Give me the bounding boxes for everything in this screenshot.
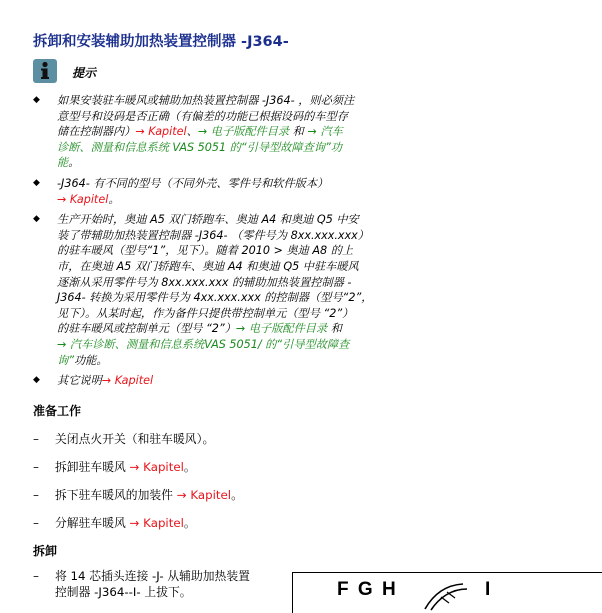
vas5051-link[interactable]: → 汽车 诊断、测量和信息系统 VAS 5051 的“引导型故障查询”功 能 <box>57 125 343 170</box>
note-bullet-list <box>33 93 413 394</box>
step-text: 关闭点火开关（和驻车暖风）。 <box>55 432 215 446</box>
bullet-text: 其它说明 <box>57 374 102 388</box>
kapitel-link[interactable]: → Kapitel <box>135 125 187 139</box>
bullet-icon: ◆ <box>33 214 40 225</box>
list-item <box>33 93 413 171</box>
prep-step <box>33 458 196 475</box>
bullet-text: 功能。 <box>73 353 108 367</box>
bullet-text: 、 <box>186 125 198 139</box>
prep-step <box>33 430 214 447</box>
bullet-text: 和 <box>289 125 308 139</box>
bullet-text: -J364- 有不同的型号（不同外壳、零件号和软件版本） <box>57 176 329 190</box>
prep-heading: 准备工作 <box>33 404 82 418</box>
kapitel-link[interactable]: → Kapitel <box>57 192 109 206</box>
list-item <box>33 176 413 207</box>
step-dash: – <box>33 460 39 474</box>
page-title: 拆卸和安装辅助加热装置控制器 -J364- <box>33 34 289 50</box>
bullet-icon: ◆ <box>33 375 40 386</box>
bullet-icon: ◆ <box>33 95 40 105</box>
step-text: 。 <box>231 488 243 502</box>
note-label: 提示 <box>72 66 97 80</box>
step-text: 拆下驻车暖风的加装件 <box>55 488 177 502</box>
step-text: 拆卸驻车暖风 <box>55 460 130 474</box>
figure-label-i: I <box>485 579 491 600</box>
bullet-text: 。 <box>108 192 120 206</box>
prep-step <box>33 514 196 531</box>
parts-catalog-link[interactable]: → 电子版配件目录 <box>235 322 328 336</box>
bullet-text: 和 <box>330 322 342 336</box>
info-icon <box>33 59 57 83</box>
step-dash: – <box>33 516 39 530</box>
list-item <box>33 212 413 368</box>
step-text: 分解驻车暖风 <box>55 516 130 530</box>
bullet-text: 生产开始时，奥迪 A5 双门轿跑车、奥迪 A4 和奥迪 Q5 中安 装了带辅助加热装置控制器 -J364- （零件号为 8xx.xxx.xxx） 的驻车暖风（型号“1”，见下）。随着 2010 > 奥迪 A8 的上 市，在奥迪 A5 双门轿跑车、奥迪 A4 和奥迪 Q5 中驻车暖风 逐渐从采用零件号为 8xx.xxx.xxx 的辅助加热装置控制器 - J364- 转换为采用零件号为 4xx.xxx.xxx 的控制器（型号“2”， 见下）。从某时起，作为备件只提供带控制单元（型号 “2”） 的驻车暖风或控制单元（型号 “2”） <box>57 213 373 336</box>
bullet-text: 。 <box>68 156 80 170</box>
bullet-text: 如果安装驻车暖风或辅助加热装置控制器 -J364- ，则必须注 意型号和设码是否正确（有偏差的功能已根据设码的车型存 储在控制器内） <box>57 94 355 139</box>
kapitel-link[interactable]: → Kapitel <box>129 460 184 474</box>
connector-figure <box>292 572 602 613</box>
bullet-icon: ◆ <box>33 177 40 188</box>
removal-heading: 拆卸 <box>33 544 58 558</box>
step-dash: – <box>33 569 39 583</box>
kapitel-link[interactable]: → Kapitel <box>129 516 184 530</box>
kapitel-link[interactable]: → Kapitel <box>101 374 154 388</box>
list-item <box>33 373 413 389</box>
figure-labels: F G H <box>337 579 398 600</box>
step-dash: – <box>33 432 39 446</box>
vas5051-link[interactable]: → 汽车诊断、测量和信息系统VAS 5051/ 的“引导型故障查 询” <box>57 337 350 367</box>
kapitel-link[interactable]: → Kapitel <box>176 488 232 502</box>
step-text: 。 <box>183 460 196 474</box>
step-text: 。 <box>183 516 196 530</box>
parts-catalog-link[interactable]: → 电子版配件目录 <box>197 125 290 139</box>
step-text: 将 14 芯插头连接 -J- 从辅助加热装置 控制器 -J364--I- 上拔下。 <box>55 569 250 599</box>
connector-shape-icon <box>423 581 469 611</box>
step-dash: – <box>33 488 39 502</box>
prep-step <box>33 486 243 503</box>
removal-step <box>33 569 250 600</box>
